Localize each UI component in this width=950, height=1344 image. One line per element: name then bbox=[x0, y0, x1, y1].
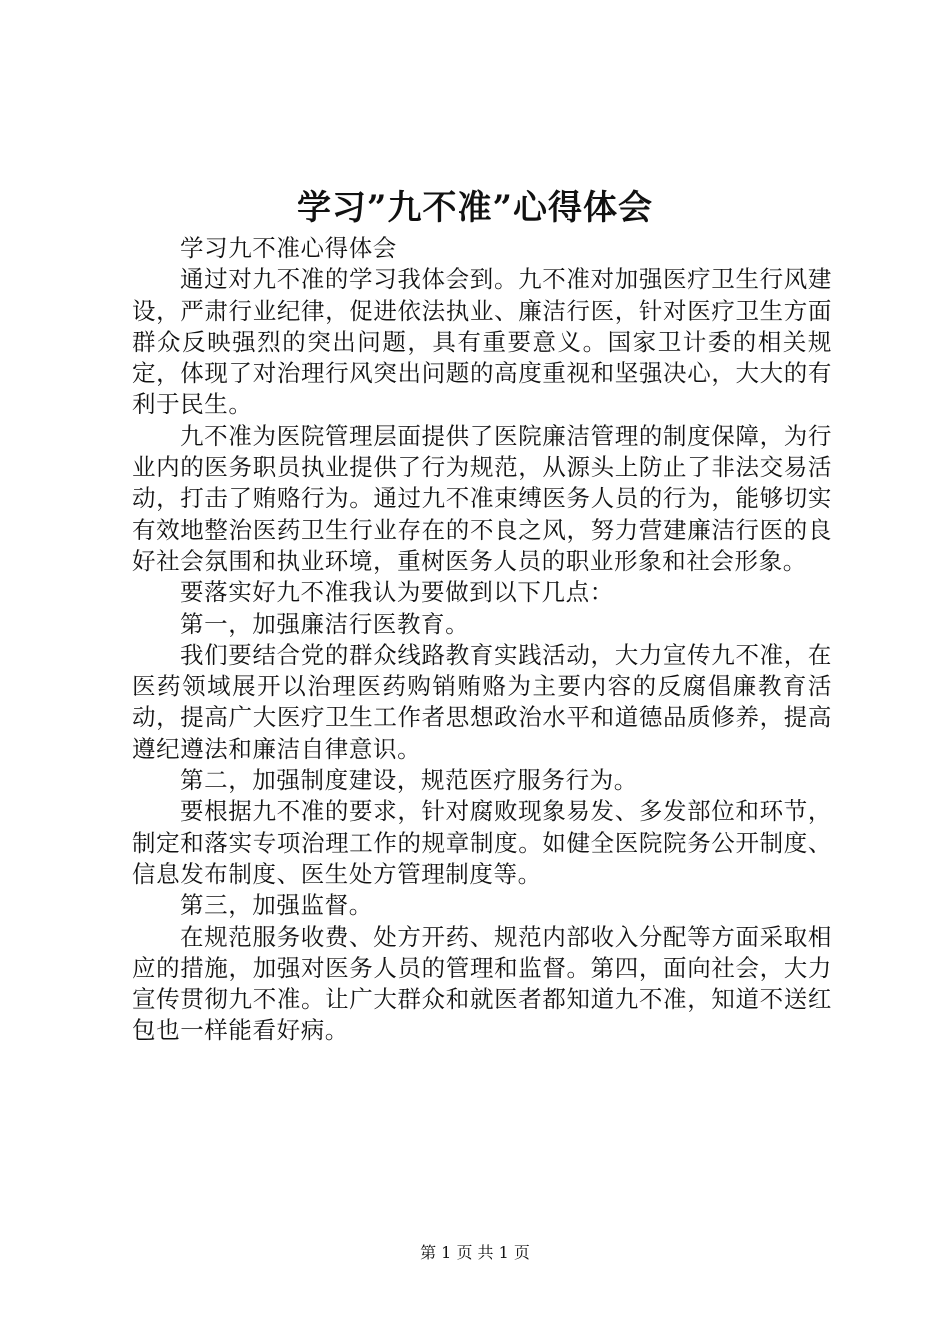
paragraph-heading: 第三，加强监督。 bbox=[180, 891, 373, 920]
document-body bbox=[132, 233, 832, 1047]
paragraph: 要根据九不准的要求，针对腐败现象易发、多发部位和环节，制定和落实专项治理工作的规章制度。如健全医院院务公开制度、信息发布制度、医生处方管理制度等。 bbox=[132, 797, 832, 888]
paragraph: 要落实好九不准我认为要做到以下几点： bbox=[180, 578, 614, 607]
page-footer: 第 1 页 共 1 页 bbox=[420, 1243, 530, 1262]
paragraph: 在规范服务收费、处方开药、规范内部收入分配等方面采取相应的措施，加强对医务人员的管理和监督。第四，面向社会，大力宣传贯彻九不准。让广大群众和就医者都知道九不准，知道不送红包也一样能看好病。 bbox=[132, 922, 832, 1045]
paragraph: 通过对九不准的学习我体会到。九不准对加强医疗卫生行风建设，严肃行业纪律，促进依法执业、廉洁行医，针对医疗卫生方面群众反映强烈的突出问题，具有重要意义。国家卫计委的相关规定，体现了对治理行风突出问题的高度重视和坚强决心，大大的有利于民生。 bbox=[132, 265, 832, 419]
paragraph: 我们要结合党的群众线路教育实践活动，大力宣传九不准，在医药领域展开以治理医药购销贿赂为主要内容的反腐倡廉教育活动，提高广大医疗卫生工作者思想政治水平和道德品质修养，提高遵纪遵法和廉洁自律意识。 bbox=[132, 640, 832, 763]
paragraph-heading: 第一，加强廉洁行医教育。 bbox=[180, 609, 470, 638]
paragraph-subtitle: 学习九不准心得体会 bbox=[180, 234, 397, 262]
document-title: 学习”九不准”心得体会 bbox=[296, 188, 654, 228]
paragraph-heading: 第二，加强制度建设，规范医疗服务行为。 bbox=[180, 766, 638, 795]
paragraph: 九不准为医院管理层面提供了医院廉洁管理的制度保障，为行业内的医务职员执业提供了行为规范，从源头上防止了非法交易活动，打击了贿赂行为。通过九不准束缚医务人员的行为，能够切实有效地整治医药卫生行业存在的不良之风，努力营建廉洁行医的良好社会氛围和执业环境，重树医务人员的职业形象和社会形象。 bbox=[132, 421, 832, 575]
